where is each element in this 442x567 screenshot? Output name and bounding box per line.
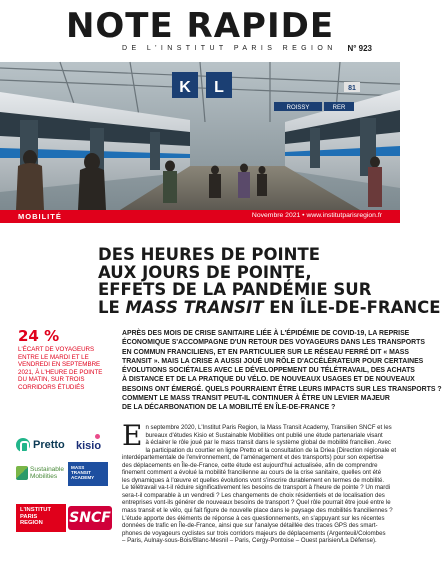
body-line: entreprises vont-ils générer de nouveaux besoins de transport ? Quel rôle pourrait être joué entre le (122, 499, 391, 507)
sustainable-mobilities-line-2: Mobilities (30, 473, 58, 480)
key-figure-value: 24 % (18, 327, 60, 345)
lead-line: ÉVOLUTIONS SOCIÉTALES AVEC LE DÉVELOPPEMENT DU TÉLÉTRAVAIL, DES ACHATS (122, 367, 415, 375)
body-line: sera-t-il comparable à un vendredi ? Les changements de choix résidentiels et de localisation des (122, 491, 385, 499)
publication-date[interactable]: Novembre 2021 • www.institutparisregion.fr (251, 212, 382, 219)
ipr-line: L'INSTITUT (20, 507, 52, 513)
body-text (122, 419, 397, 545)
lead-paragraph (122, 329, 442, 413)
platform-sign-l-label: L (214, 79, 224, 96)
body-line: données de trafic en Île-de-France, ainsi que sur l'analyse détaillée des traces GPS des smart- (122, 522, 378, 530)
headline-line-2: AUX JOURS DE POINTE, (98, 262, 312, 282)
body-line: finement comment a évolué la mobilité francilienne au cours de la crise sanitaire, quelles ont été (122, 469, 382, 477)
sncf-logo (68, 506, 112, 530)
lead-line: À DISTANCE ET DE LA PRATIQUE DU VÉLO. DE NOUVEAUX USAGES ET DE NOUVEAUX (122, 376, 415, 384)
kisio-logo-text: kisio (76, 440, 102, 452)
headline-line-3: EFFETS DE LA PANDÉMIE SUR (98, 280, 372, 299)
ipr-line: PARIS (20, 513, 38, 520)
body-line: à éclairer le rôle joué par le mass transit dans le système global de mobilité francilien. Avec (145, 439, 391, 447)
headline-line-4-post: EN ÎLE-DE-FRANCE (263, 297, 441, 317)
body-line: phones de voyageurs cyclistes sur trois corridors majeurs de déplacements (Argenteuil/Colombes (122, 529, 386, 537)
lead-line: COMMENT LE MASS TRANSIT PEUT-IL CONTINUER À ÊTRE UN LEVIER MAJEUR (122, 395, 390, 403)
body-line: n septembre 2020, L'Institut Paris Region, la Mass Transit Academy, Transilien SNCF et les (145, 424, 392, 431)
rer-board-label: RER (332, 105, 346, 111)
body-line: les dynamiques à l'œuvre et quelles évolutions vont s'inscrire durablement en termes de mobilité. (122, 476, 385, 484)
lead-line: DE LA DÉCARBONATION DE LA MOBILITÉ EN ÎLE-DE-FRANCE ? (122, 404, 336, 412)
sustainable-mobilities-logo (16, 464, 66, 486)
theme-label: MOBILITÉ (18, 212, 62, 221)
lead-line: TRANSIT ». MAIS LA CRISE A AUSSI JOUÉ UN RÔLE D'ACCÉLÉRATEUR POUR CERTAINES (122, 357, 424, 365)
key-figure (18, 328, 106, 392)
headline (98, 245, 441, 317)
number-board-label: 81 (348, 85, 356, 92)
sustainable-mobilities-line-1: Sustainable (30, 466, 64, 473)
body-line: interdépartementale de l'environnement, de l'aménagement et des transports) pour son expertise (122, 454, 384, 462)
leaf-icon (16, 466, 28, 480)
body-line: mass transit et le vélo, qui fait figure de nouvelle place dans le paysage des mobilités franciliennes ? (122, 507, 393, 515)
drop-cap: E (122, 419, 143, 452)
key-figure-description: L'ÉCART DE VOYAGEURS ENTRE LE MARDI ET LE VENDREDI EN SEPTEMBRE 2021, À L'HEURE DE POINTE DU MATIN, SUR TROIS CORRIDORS ÉTUDIÉS (18, 346, 103, 391)
pretto-mark-icon (16, 438, 30, 452)
kisio-logo (76, 436, 110, 454)
pretto-logo (16, 436, 72, 454)
pretto-logo-text: Pretto (33, 439, 65, 451)
platform-sign-k-label: K (179, 79, 191, 96)
lead-line: APRÈS DES MOIS DE CRISE SANITAIRE LIÉE À L'ÉPIDÉMIE DE COVID-19, LA REPRISE (122, 330, 410, 337)
mass-transit-academy-logo (68, 462, 108, 486)
ipr-line: REGION (20, 520, 43, 527)
headline-mass-transit: MASS TRANSIT (125, 297, 264, 317)
cover-photo (0, 62, 400, 210)
academy-line: MASS (71, 465, 85, 470)
issue-number: N° 923 (347, 44, 372, 53)
body-line: – Paris, Aulnay-sous-Bois/Blanc-Mesnil – Paris, Cergy-Pontoise – Ouest parisien/La Défense). (122, 537, 377, 545)
headline-line-4-pre: LE (98, 297, 126, 317)
masthead (0, 0, 400, 62)
train-station-photo (0, 62, 400, 210)
body-line: Le télétravail va-t-il réduire significativement les besoins de transport à l'heure de pointe ? Un mardi (122, 484, 391, 492)
lead-line: EN COMMUN FRANCILIENS, ET EN PARTICULIER SUR LE RÉSEAU FERRÉ DIT « MASS (122, 348, 409, 356)
publication-subtitle: DE L'INSTITUT PARIS REGION (122, 45, 337, 52)
body-line: des déplacements en Île-de-France, cette étude est aujourd'hui actualisée, afin de comprendre (122, 461, 378, 469)
sncf-logo-text: SNCF (69, 510, 111, 526)
institut-paris-region-logo (16, 504, 66, 532)
headline-line-4 (98, 297, 441, 317)
publication-title: NOTE RAPIDE (65, 6, 335, 46)
kisio-dot-icon (95, 434, 100, 439)
body-line: la participation du courtier en ligne Pretto et la consultation de la Driea (Direction régionale et (145, 446, 397, 454)
body-line: L'étude apporte des éléments de réponse à ces questionnements, en s'appuyant sur les récentes (122, 514, 385, 522)
lead-line: ÉCONOMIQUE S'ACCOMPAGNE D'UN RETOUR DES VOYAGEURS DANS LES TRANSPORTS (122, 339, 425, 347)
lead-line: BESOINS ONT ÉMERGÉ. QUELS POURRAIENT ÊTRE LEURS IMPACTS SUR LES TRANSPORTS ? (122, 385, 442, 393)
destination-board-label: ROISSY (286, 105, 310, 111)
academy-line: ACADEMY (71, 475, 95, 481)
theme-bar (0, 210, 400, 223)
academy-line: TRANSIT (71, 470, 91, 476)
body-line: bureaux d'études Kisio et Sustainable Mobilities ont publié une étude partenariale visant (145, 431, 383, 439)
headline-line-1: DES HEURES DE POINTE (98, 245, 320, 264)
